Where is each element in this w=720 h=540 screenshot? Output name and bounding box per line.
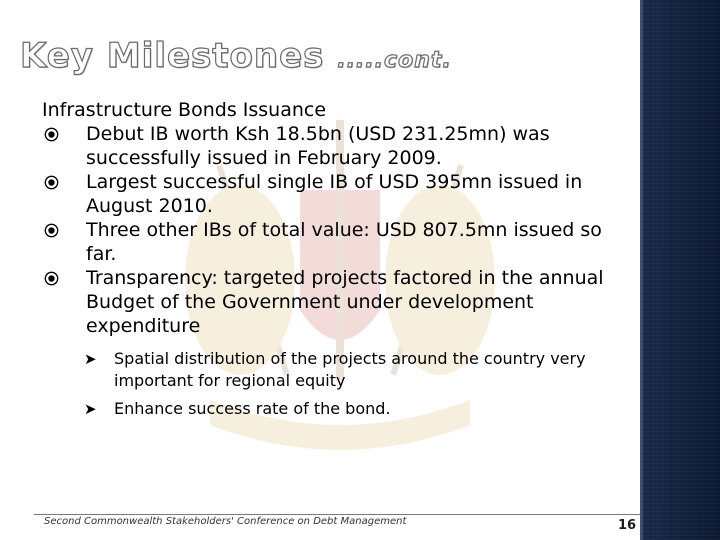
sub-bullet-list	[42, 348, 632, 420]
footer-divider	[34, 514, 640, 515]
bullet-item	[42, 218, 632, 266]
decorative-side-band	[640, 0, 720, 540]
bullet-text: Largest successful single IB of USD 395mn issued in August 2010.	[86, 171, 583, 217]
section-heading: Infrastructure Bonds Issuance	[42, 99, 327, 121]
sub-bullet-text: Spatial distribution of the projects around the country very important for regional equity	[114, 349, 586, 390]
page-number: 16	[618, 518, 637, 533]
sub-bullet-item	[84, 348, 632, 392]
bullet-text: Debut IB worth Ksh 18.5bn (USD 231.25mn) was successfully issued in February 2009.	[86, 123, 550, 169]
arrow-right-icon: ➤	[84, 350, 97, 368]
bullet-text: Three other IBs of total value: USD 807.5mn issued so far.	[86, 219, 602, 265]
bullet-item	[42, 170, 632, 218]
circled-dot-icon	[44, 175, 59, 190]
circled-dot-icon	[44, 127, 59, 142]
title-suffix: .....cont.	[337, 48, 452, 73]
circled-dot-icon	[44, 271, 59, 286]
sub-bullet-text: Enhance success rate of the bond.	[114, 399, 391, 418]
title-main: Key Milestones	[20, 36, 325, 76]
circled-dot-icon	[44, 223, 59, 238]
bullet-item	[42, 122, 632, 170]
arrow-right-icon: ➤	[84, 400, 97, 418]
bullet-text: Transparency: targeted projects factored in the annual Budget of the Government under development expenditure	[86, 267, 604, 337]
footer-text: Second Commonwealth Stakeholders' Conference on Debt Management	[44, 516, 407, 527]
slide-body	[42, 98, 632, 426]
sub-bullet-item	[84, 398, 632, 420]
bullet-item	[42, 266, 632, 338]
bullet-list	[42, 122, 632, 338]
slide-title	[20, 36, 452, 76]
